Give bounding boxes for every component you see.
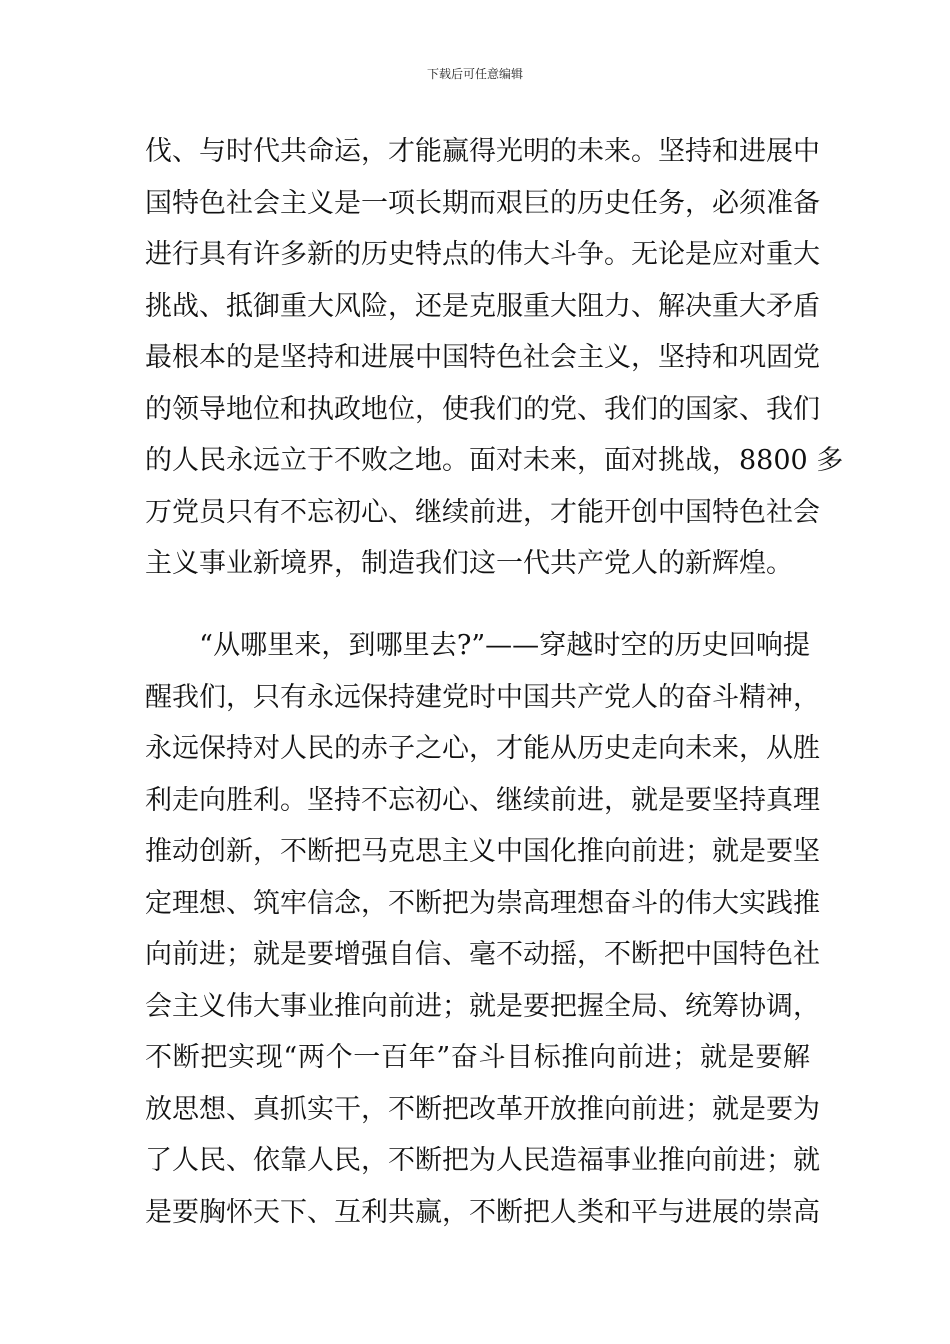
text-line: 挑战、抵御重大风险，还是克服重大阻力、解决重大矛盾: [145, 290, 820, 322]
paragraph-2: [145, 620, 820, 1238]
text-line: 的领导地位和执政地位，使我们的党、我们的国家、我们: [145, 393, 820, 425]
text-line: 了人民、依靠人民，不断把为人民造福事业推向前进；就: [145, 1145, 820, 1176]
page-header: 下载后可任意编辑: [426, 67, 523, 81]
text-line: 推动创新，不断把马克思主义中国化推向前进；就是要坚: [145, 836, 820, 867]
text-line: 醒我们，只有永远保持建党时中国共产党人的奋斗精神，: [145, 681, 820, 713]
text-line: 伐、与时代共命运，才能赢得光明的未来。坚持和进展中: [145, 136, 820, 167]
paragraph-1: [145, 126, 844, 590]
text-line: 放思想、真抓实干，不断把改革开放推向前进；就是要为: [145, 1093, 820, 1125]
text-line: 的人民永远立于不败之地。面对未来，面对挑战，8800 多: [145, 445, 844, 476]
text-line: 国特色社会主义是一项长期而艰巨的历史任务，必须准备: [145, 187, 820, 219]
text-line: 最根本的是坚持和进展中国特色社会主义，坚持和巩固党: [145, 342, 820, 373]
text-line: 进行具有许多新的历史特点的伟大斗争。无论是应对重大: [145, 239, 820, 270]
text-line: 不断把实现“两个一百年”奋斗目标推向前进；就是要解: [145, 1042, 810, 1073]
text-line: 万党员只有不忘初心、继续前进，才能开创中国特色社会: [145, 496, 820, 528]
text-line: “从哪里来，到哪里去?”——穿越时空的历史回响提: [145, 630, 810, 661]
text-line: 向前进；就是要增强自信、毫不动摇，不断把中国特色社: [145, 939, 820, 970]
text-line: 是要胸怀天下、互利共赢，不断把人类和平与进展的崇高: [145, 1196, 820, 1228]
text-line: 定理想、筑牢信念，不断把为崇高理想奋斗的伟大实践推: [145, 887, 820, 919]
text-line: 主义事业新境界，制造我们这一代共产党人的新辉煌。: [145, 548, 793, 579]
text-line: 会主义伟大事业推向前进；就是要把握全局、统筹协调，: [145, 990, 820, 1022]
text-line: 利走向胜利。坚持不忘初心、继续前进，就是要坚持真理: [145, 784, 820, 816]
text-line: 永远保持对人民的赤子之心，才能从历史走向未来，从胜: [145, 733, 820, 764]
